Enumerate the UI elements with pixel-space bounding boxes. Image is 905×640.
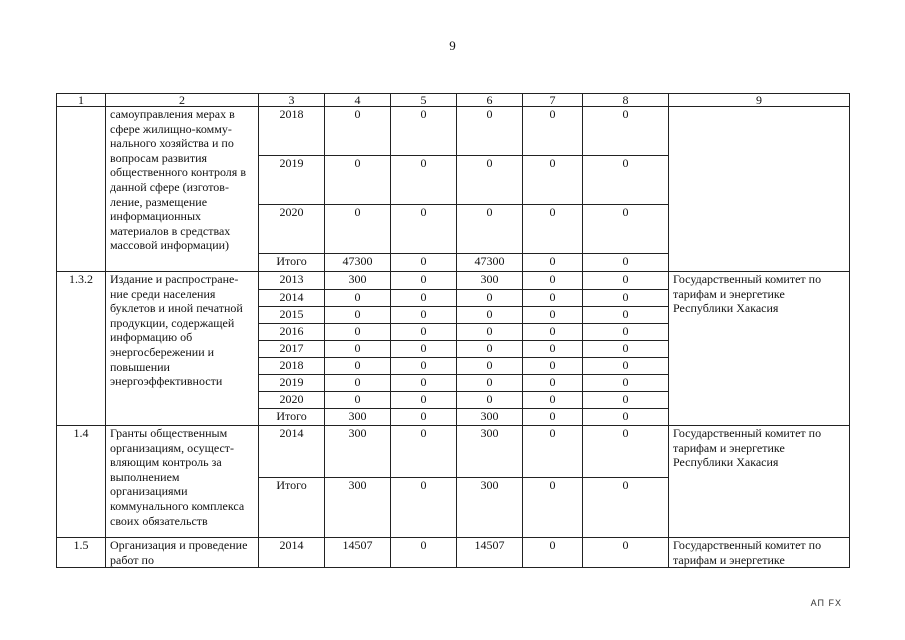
responsible-agency: Государственный комитет по тарифам и энергетике Республики Хакасия bbox=[669, 272, 850, 426]
amount-cell: 0 bbox=[523, 205, 583, 254]
amount-cell: 0 bbox=[523, 254, 583, 272]
amount-cell: 0 bbox=[583, 307, 669, 324]
amount-cell: 0 bbox=[457, 290, 523, 307]
amount-cell: 0 bbox=[583, 324, 669, 341]
amount-cell: 300 bbox=[325, 478, 391, 538]
amount-cell: 0 bbox=[523, 426, 583, 478]
amount-cell: 0 bbox=[523, 375, 583, 392]
amount-cell: 0 bbox=[391, 156, 457, 205]
amount-cell: 0 bbox=[325, 358, 391, 375]
amount-cell: 0 bbox=[325, 107, 391, 156]
amount-cell: 0 bbox=[583, 409, 669, 426]
amount-cell: 0 bbox=[391, 538, 457, 568]
table-row bbox=[57, 272, 850, 290]
amount-cell: 0 bbox=[325, 156, 391, 205]
header-cell: 4 bbox=[325, 94, 391, 107]
year-cell: Итого bbox=[259, 254, 325, 272]
amount-cell: 0 bbox=[457, 375, 523, 392]
amount-cell: 0 bbox=[523, 409, 583, 426]
amount-cell: 0 bbox=[391, 324, 457, 341]
amount-cell: 14507 bbox=[325, 538, 391, 568]
amount-cell: 0 bbox=[583, 478, 669, 538]
amount-cell: 0 bbox=[325, 341, 391, 358]
amount-cell: 0 bbox=[457, 307, 523, 324]
year-cell: 2019 bbox=[259, 156, 325, 205]
item-description: Издание и распростране-ние среди населения буклетов и иной печатной продукции, содержащей информацию об энергосбережении и повышении энергоэффективности bbox=[106, 272, 259, 426]
amount-cell: 0 bbox=[583, 358, 669, 375]
header-cell: 3 bbox=[259, 94, 325, 107]
amount-cell: 0 bbox=[583, 375, 669, 392]
amount-cell: 300 bbox=[325, 426, 391, 478]
amount-cell: 0 bbox=[457, 107, 523, 156]
amount-cell: 47300 bbox=[325, 254, 391, 272]
amount-cell: 0 bbox=[523, 324, 583, 341]
budget-table bbox=[56, 93, 850, 568]
amount-cell: 0 bbox=[583, 341, 669, 358]
item-description: Организация и проведение работ по bbox=[106, 538, 259, 568]
header-cell: 5 bbox=[391, 94, 457, 107]
amount-cell: 0 bbox=[583, 205, 669, 254]
header-cell: 8 bbox=[583, 94, 669, 107]
amount-cell: 0 bbox=[523, 538, 583, 568]
amount-cell: 0 bbox=[457, 392, 523, 409]
amount-cell: 0 bbox=[325, 375, 391, 392]
amount-cell: 0 bbox=[391, 254, 457, 272]
amount-cell: 0 bbox=[325, 205, 391, 254]
amount-cell: 0 bbox=[391, 290, 457, 307]
amount-cell: 0 bbox=[457, 324, 523, 341]
amount-cell: 47300 bbox=[457, 254, 523, 272]
amount-cell: 300 bbox=[457, 272, 523, 290]
responsible-agency: Государственный комитет по тарифам и энергетике bbox=[669, 538, 850, 568]
amount-cell: 0 bbox=[583, 107, 669, 156]
item-number: 1.4 bbox=[57, 426, 106, 538]
table-row bbox=[57, 538, 850, 568]
amount-cell: 0 bbox=[391, 409, 457, 426]
header-cell: 2 bbox=[106, 94, 259, 107]
amount-cell: 0 bbox=[391, 426, 457, 478]
amount-cell: 0 bbox=[325, 324, 391, 341]
amount-cell: 0 bbox=[583, 272, 669, 290]
footer-code: АП FX bbox=[810, 598, 842, 608]
amount-cell: 0 bbox=[523, 392, 583, 409]
year-cell: 2018 bbox=[259, 358, 325, 375]
amount-cell: 14507 bbox=[457, 538, 523, 568]
table-row bbox=[57, 107, 850, 156]
year-cell: 2014 bbox=[259, 290, 325, 307]
amount-cell: 0 bbox=[391, 205, 457, 254]
header-row bbox=[57, 94, 850, 107]
amount-cell: 300 bbox=[457, 409, 523, 426]
amount-cell: 0 bbox=[583, 290, 669, 307]
item-description: самоуправления мерах в сфере жилищно-комму-нального хозяйства и по вопросам развития общественного контроля в данной сфере (изготов-ление, размещение информационных материалов в средствах массовой информации) bbox=[106, 107, 259, 272]
amount-cell: 0 bbox=[583, 538, 669, 568]
year-cell: Итого bbox=[259, 478, 325, 538]
amount-cell: 300 bbox=[457, 426, 523, 478]
responsible-agency bbox=[669, 107, 850, 272]
header-cell: 6 bbox=[457, 94, 523, 107]
table-row bbox=[57, 426, 850, 478]
amount-cell: 0 bbox=[583, 392, 669, 409]
amount-cell: 0 bbox=[523, 341, 583, 358]
amount-cell: 0 bbox=[325, 307, 391, 324]
year-cell: 2018 bbox=[259, 107, 325, 156]
year-cell: 2017 bbox=[259, 341, 325, 358]
page-number: 9 bbox=[449, 38, 456, 53]
amount-cell: 0 bbox=[325, 392, 391, 409]
amount-cell: 300 bbox=[325, 272, 391, 290]
amount-cell: 0 bbox=[391, 375, 457, 392]
year-cell: 2013 bbox=[259, 272, 325, 290]
year-cell: 2014 bbox=[259, 426, 325, 478]
amount-cell: 0 bbox=[583, 254, 669, 272]
amount-cell: 0 bbox=[523, 478, 583, 538]
amount-cell: 0 bbox=[391, 478, 457, 538]
amount-cell: 0 bbox=[523, 272, 583, 290]
amount-cell: 0 bbox=[523, 107, 583, 156]
amount-cell: 0 bbox=[391, 107, 457, 156]
responsible-agency: Государственный комитет по тарифам и энергетике Республики Хакасия bbox=[669, 426, 850, 538]
header-cell: 9 bbox=[669, 94, 850, 107]
amount-cell: 0 bbox=[457, 205, 523, 254]
item-number bbox=[57, 107, 106, 272]
amount-cell: 0 bbox=[523, 307, 583, 324]
year-cell: 2020 bbox=[259, 205, 325, 254]
amount-cell: 0 bbox=[523, 290, 583, 307]
amount-cell: 0 bbox=[391, 392, 457, 409]
year-cell: 2014 bbox=[259, 538, 325, 568]
amount-cell: 0 bbox=[583, 156, 669, 205]
amount-cell: 0 bbox=[325, 290, 391, 307]
item-number: 1.3.2 bbox=[57, 272, 106, 426]
amount-cell: 0 bbox=[523, 156, 583, 205]
amount-cell: 300 bbox=[457, 478, 523, 538]
amount-cell: 0 bbox=[457, 358, 523, 375]
amount-cell: 0 bbox=[457, 341, 523, 358]
year-cell: 2016 bbox=[259, 324, 325, 341]
amount-cell: 0 bbox=[391, 307, 457, 324]
amount-cell: 0 bbox=[457, 156, 523, 205]
amount-cell: 0 bbox=[583, 426, 669, 478]
item-number: 1.5 bbox=[57, 538, 106, 568]
amount-cell: 0 bbox=[391, 341, 457, 358]
amount-cell: 0 bbox=[391, 358, 457, 375]
year-cell: Итого bbox=[259, 409, 325, 426]
year-cell: 2020 bbox=[259, 392, 325, 409]
amount-cell: 0 bbox=[391, 272, 457, 290]
amount-cell: 0 bbox=[523, 358, 583, 375]
amount-cell: 300 bbox=[325, 409, 391, 426]
header-cell: 7 bbox=[523, 94, 583, 107]
header-cell: 1 bbox=[57, 94, 106, 107]
year-cell: 2019 bbox=[259, 375, 325, 392]
item-description: Гранты общественным организациям, осущест-вляющим контроль за выполнением организациями коммунального комплекса своих обязательств bbox=[106, 426, 259, 538]
year-cell: 2015 bbox=[259, 307, 325, 324]
